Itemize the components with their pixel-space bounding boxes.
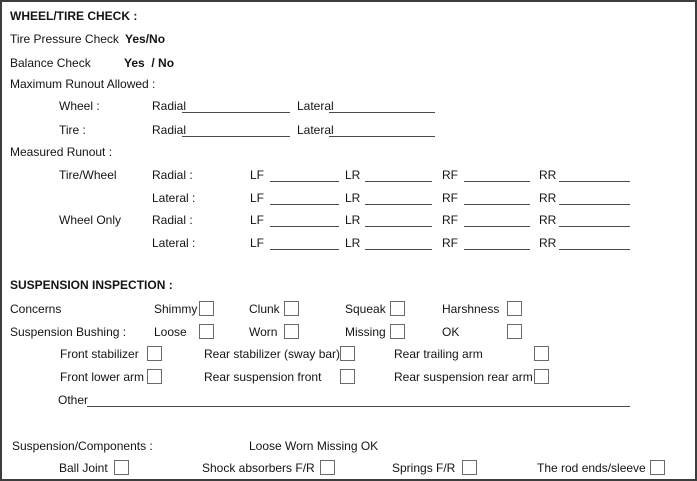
radial-label: Radial [152,99,187,113]
bushing-loose-label: Loose [154,325,187,339]
components-options-header: Loose Worn Missing OK [249,439,379,453]
rear-stabilizer-checkbox[interactable] [340,346,355,361]
wheel-only-radial-rr-field[interactable] [559,213,630,227]
concerns-label: Concerns [10,302,62,316]
bushing-missing-label: Missing [345,325,386,339]
tire-radial-field[interactable] [182,123,290,137]
position-label-lr: LR [345,213,361,227]
bushing-loose-checkbox[interactable] [199,324,214,339]
harshness-checkbox[interactable] [507,301,522,316]
bushing-ok-label: OK [442,325,460,339]
position-label-lr: LR [345,191,361,205]
position-label-rf: RF [442,191,458,205]
position-label-rr: RR [539,191,557,205]
measured-runout-title: Measured Runout : [10,145,113,159]
bushing-missing-checkbox[interactable] [390,324,405,339]
shimmy-label: Shimmy [154,302,198,316]
position-label-lf: LF [250,236,265,250]
rear-trailing-arm-checkbox[interactable] [534,346,549,361]
position-label-lf: LF [250,191,265,205]
position-label-lf: LF [250,168,265,182]
bushing-ok-checkbox[interactable] [507,324,522,339]
springs-checkbox[interactable] [462,460,477,475]
front-lower-arm-label: Front lower arm [60,370,145,384]
radial-row-label: Radial : [152,213,193,227]
balance-check-value[interactable]: Yes / No [124,56,175,70]
tire-pressure-label: Tire Pressure Check [10,32,119,46]
tire-wheel-label: Tire/Wheel [59,168,117,182]
wheel-only-lateral-rr-field[interactable] [559,236,630,250]
tire-wheel-radial-rr-field[interactable] [559,168,630,182]
springs-label: Springs F/R [392,461,456,475]
squeak-checkbox[interactable] [390,301,405,316]
suspension-section-title: SUSPENSION INSPECTION : [10,278,173,292]
shock-absorbers-label: Shock absorbers F/R [202,461,315,475]
position-label-rf: RF [442,236,458,250]
position-label-lr: LR [345,236,361,250]
tire-wheel-radial-lf-field[interactable] [270,168,339,182]
rod-ends-sleeve-label: The rod ends/sleeve [537,461,646,475]
rod-ends-sleeve-checkbox[interactable] [650,460,665,475]
components-title: Suspension/Components : [12,439,153,453]
front-stabilizer-checkbox[interactable] [147,346,162,361]
tire-wheel-lateral-lf-field[interactable] [270,191,339,205]
tire-wheel-lateral-rf-field[interactable] [464,191,530,205]
other-field[interactable] [87,393,630,407]
rear-suspension-front-checkbox[interactable] [340,369,355,384]
tire-wheel-radial-lr-field[interactable] [365,168,432,182]
wheel-row-label: Wheel : [59,99,100,113]
wheel-only-lateral-rf-field[interactable] [464,236,530,250]
wheel-only-lateral-lf-field[interactable] [270,236,339,250]
rear-trailing-arm-label: Rear trailing arm [394,347,483,361]
position-label-rf: RF [442,168,458,182]
shimmy-checkbox[interactable] [199,301,214,316]
wheel-only-lateral-lr-field[interactable] [365,236,432,250]
tire-wheel-lateral-lr-field[interactable] [365,191,432,205]
bushing-worn-label: Worn [249,325,278,339]
tire-pressure-value[interactable]: Yes/No [125,32,166,46]
front-stabilizer-label: Front stabilizer [60,347,139,361]
lateral-row-label: Lateral : [152,191,196,205]
wheel-only-radial-rf-field[interactable] [464,213,530,227]
wheel-radial-field[interactable] [182,99,290,113]
shock-absorbers-checkbox[interactable] [320,460,335,475]
ball-joint-label: Ball Joint [59,461,108,475]
lateral-label: Lateral [297,99,334,113]
bushing-label: Suspension Bushing : [10,325,127,339]
wheel-lateral-field[interactable] [329,99,435,113]
position-label-rf: RF [442,213,458,227]
balance-check-label: Balance Check [10,56,91,70]
wheel-only-radial-lf-field[interactable] [270,213,339,227]
other-label: Other [58,393,89,407]
position-label-lr: LR [345,168,361,182]
lateral-row-label: Lateral : [152,236,196,250]
position-label-rr: RR [539,168,557,182]
max-runout-title: Maximum Runout Allowed : [10,77,156,91]
rear-suspension-front-label: Rear suspension front [204,370,322,384]
tire-wheel-radial-rf-field[interactable] [464,168,530,182]
bushing-worn-checkbox[interactable] [284,324,299,339]
clunk-checkbox[interactable] [284,301,299,316]
radial-label: Radial [152,123,187,137]
position-label-rr: RR [539,236,557,250]
lateral-label: Lateral [297,123,334,137]
tire-row-label: Tire : [59,123,86,137]
tire-wheel-lateral-rr-field[interactable] [559,191,630,205]
front-lower-arm-checkbox[interactable] [147,369,162,384]
rear-stabilizer-label: Rear stabilizer (sway bar) [204,347,341,361]
ball-joint-checkbox[interactable] [114,460,129,475]
rear-suspension-rear-arm-label: Rear suspension rear arm [394,370,533,384]
clunk-label: Clunk [249,302,280,316]
harshness-label: Harshness [442,302,500,316]
rear-suspension-rear-arm-checkbox[interactable] [534,369,549,384]
wheel-tire-section-title: WHEEL/TIRE CHECK : [10,9,138,23]
wheel-only-label: Wheel Only [59,213,122,227]
wheel-only-radial-lr-field[interactable] [365,213,432,227]
squeak-label: Squeak [345,302,386,316]
tire-lateral-field[interactable] [329,123,435,137]
position-label-lf: LF [250,213,265,227]
radial-row-label: Radial : [152,168,193,182]
position-label-rr: RR [539,213,557,227]
